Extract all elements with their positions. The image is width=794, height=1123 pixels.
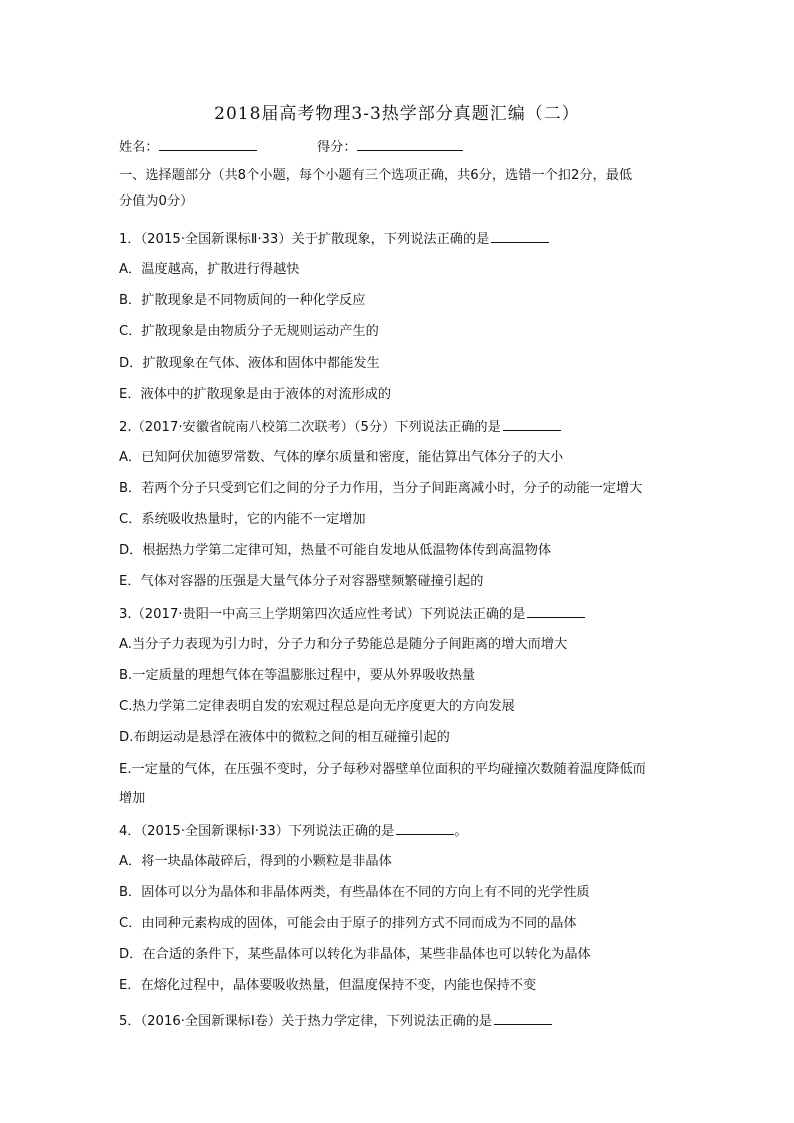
question-1-option-a: A．温度越高，扩散进行得越快 <box>119 262 300 277</box>
question-1-option-b: B．扩散现象是不同物质间的一种化学反应 <box>119 293 366 308</box>
question-stem-text: 1．（2015·全国新课标Ⅱ·33）关于扩散现象，下列说法正确的是 <box>119 232 490 247</box>
question-3-option-b: B.一定质量的理想气体在等温膨胀过程中，要从外界吸收热量 <box>119 668 476 683</box>
question-1-option-e: E．液体中的扩散现象是由于液体的对流形成的 <box>119 387 392 402</box>
answer-blank[interactable] <box>396 822 454 835</box>
question-1-stem <box>119 230 549 249</box>
score-label: 得分： <box>316 140 357 155</box>
question-stem-text: 4．（2015·全国新课标Ⅰ·33）下列说法正确的是 <box>119 824 395 839</box>
question-4-option-c: C．由同种元素构成的固体，可能会由于原子的排列方式不同而成为不同的晶体 <box>119 916 577 931</box>
question-3-option-e-continued: 增加 <box>119 791 146 806</box>
question-3-stem <box>119 605 585 624</box>
page-title: 2018届高考物理3-3热学部分真题汇编（二） <box>214 104 580 124</box>
question-stem-text: 5．（2016·全国新课标Ⅰ卷）关于热力学定律，下列说法正确的是 <box>119 1014 493 1029</box>
question-4-option-e: E．在熔化过程中，晶体要吸收热量，但温度保持不变，内能也保持不变 <box>119 978 537 993</box>
answer-blank[interactable] <box>494 1012 552 1025</box>
question-3-option-c: C.热力学第二定律表明自发的宏观过程总是向无序度更大的方向发展 <box>119 699 515 714</box>
answer-blank[interactable] <box>491 230 549 243</box>
question-stem-text: 3.（2017·贵阳一中高三上学期第四次适应性考试）下列说法正确的是 <box>119 607 526 622</box>
question-2-option-a: A．已知阿伏加德罗常数、气体的摩尔质量和密度，能估算出气体分子的大小 <box>119 450 564 465</box>
answer-blank[interactable] <box>527 605 585 618</box>
question-4-option-b: B．固体可以分为晶体和非晶体两类，有些晶体在不同的方向上有不同的光学性质 <box>119 885 590 900</box>
score-field[interactable] <box>357 136 463 151</box>
instructions-line-2: 分值为0分） <box>119 194 194 209</box>
name-field[interactable] <box>159 136 257 151</box>
question-stem-tail: 。 <box>454 824 468 839</box>
question-3-option-a: A.当分子力表现为引力时，分子力和分子势能总是随分子间距离的增大而增大 <box>119 637 568 652</box>
question-4-option-a: A．将一块晶体敲碎后，得到的小颗粒是非晶体 <box>119 854 392 869</box>
question-5-stem <box>119 1012 552 1031</box>
answer-blank[interactable] <box>503 418 561 431</box>
question-stem-text: 2.（2017·安徽省皖南八校第二次联考）（5分）下列说法正确的是 <box>119 420 501 435</box>
question-3-option-e: E.一定量的气体，在压强不变时，分子每秒对器壁单位面积的平均碰撞次数随着温度降低而 <box>119 762 646 777</box>
question-2-option-b: B．若两个分子只受到它们之间的分子力作用，当分子间距离减小时，分子的动能一定增大 <box>119 481 643 496</box>
question-1-option-d: D．扩散现象在气体、液体和固体中都能发生 <box>119 356 380 371</box>
name-label: 姓名： <box>119 140 159 155</box>
question-4-stem <box>119 822 468 841</box>
question-3-option-d: D.布朗运动是悬浮在液体中的微粒之间的相互碰撞引起的 <box>119 730 450 745</box>
question-2-stem <box>119 418 561 437</box>
question-1-option-c: C．扩散现象是由物质分子无规则运动产生的 <box>119 324 379 339</box>
question-4-option-d: D．在合适的条件下，某些晶体可以转化为非晶体，某些非晶体也可以转化为晶体 <box>119 947 591 962</box>
instructions-line-1: 一、选择题部分（共8个小题，每个小题有三个选项正确，共6分，选错一个扣2分，最低 <box>119 168 633 183</box>
name-score-row <box>119 136 463 157</box>
question-2-option-d: D．根据热力学第二定律可知，热量不可能自发地从低温物体传到高温物体 <box>119 543 552 558</box>
question-2-option-c: C．系统吸收热量时，它的内能不一定增加 <box>119 512 366 527</box>
question-2-option-e: E．气体对容器的压强是大量气体分子对容器壁频繁碰撞引起的 <box>119 574 484 589</box>
